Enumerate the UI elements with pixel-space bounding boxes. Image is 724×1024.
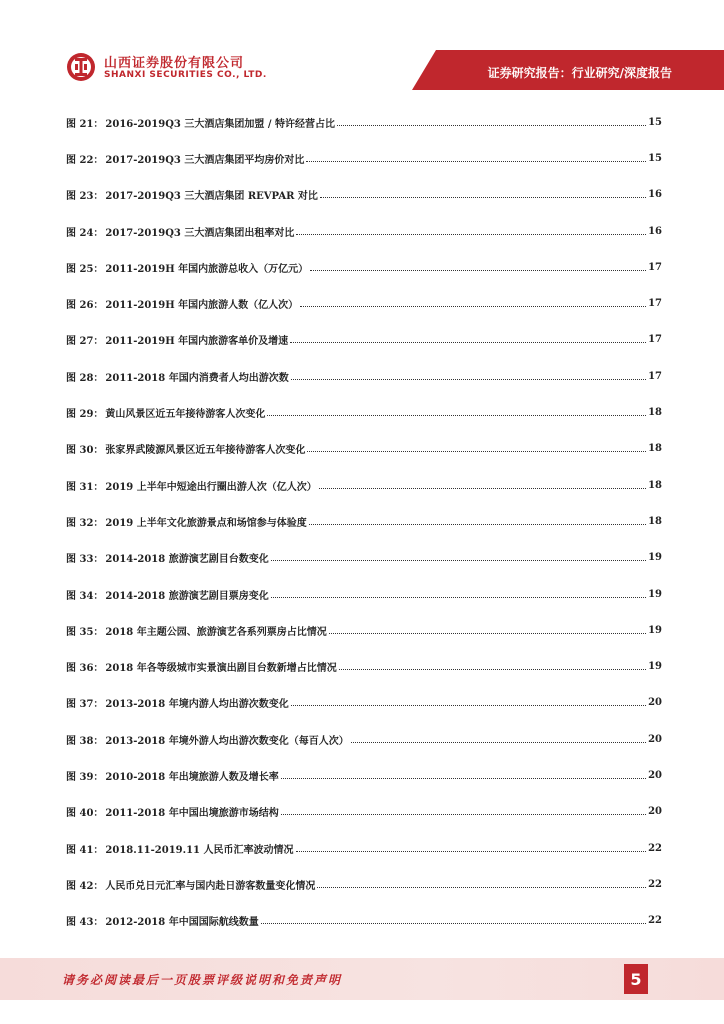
toc-page-number: 22: [648, 878, 662, 890]
toc-page-number: 18: [648, 443, 662, 455]
toc-figure-label: 图 37：: [66, 699, 104, 711]
toc-leader-dots: [320, 197, 646, 198]
toc-leader-dots: [281, 814, 646, 815]
toc-entry[interactable]: [66, 540, 662, 576]
toc-page-number: 20: [648, 769, 662, 781]
toc-page-number: 17: [648, 261, 662, 273]
toc-entry[interactable]: [66, 794, 662, 830]
toc-figure-label: 图 39：: [66, 771, 104, 783]
toc-page-number: 20: [648, 806, 662, 818]
toc-leader-dots: [317, 887, 646, 888]
toc-leader-dots: [337, 125, 646, 126]
toc-figure-label: 图 23：: [66, 191, 104, 203]
toc-leader-dots: [290, 342, 646, 343]
toc-figure-label: 图 26：: [66, 300, 104, 312]
toc-entry[interactable]: [66, 830, 662, 866]
toc-figure-title: 2016-2019Q3 三大酒店集团加盟 / 特许经营占比: [105, 118, 335, 130]
shanxi-securities-logo-icon: [66, 52, 96, 82]
toc-figure-title: 2017-2019Q3 三大酒店集团平均房价对比: [105, 154, 305, 166]
toc-figure-label: 图 28：: [66, 372, 104, 384]
brand-name-en: SHANXI SECURITIES CO., LTD.: [104, 70, 267, 80]
toc-entry[interactable]: [66, 249, 662, 285]
toc-figure-label: 图 36：: [66, 663, 104, 675]
toc-figure-title: 张家界武陵源风景区近五年接待游客人次变化: [105, 445, 306, 457]
toc-figure-title: 人民币兑日元汇率与国内赴日游客数量变化情况: [105, 880, 316, 892]
toc-entry[interactable]: [66, 685, 662, 721]
toc-figure-label: 图 30：: [66, 445, 104, 457]
toc-entry[interactable]: [66, 104, 662, 140]
toc-figure-title: 2011-2018 年中国出境旅游市场结构: [105, 808, 279, 820]
toc-figure-title: 2013-2018 年境内游人均出游次数变化: [105, 699, 289, 711]
toc-leader-dots: [306, 161, 646, 162]
toc-figure-title: 2011-2019H 年国内旅游人数（亿人次）: [105, 300, 299, 312]
toc-figure-title: 2018 年各等级城市实景演出剧目台数新增占比情况: [105, 663, 337, 675]
toc-leader-dots: [296, 234, 646, 235]
toc-page-number: 19: [648, 624, 662, 636]
toc-page-number: 20: [648, 697, 662, 709]
figure-index-list: [66, 104, 662, 939]
toc-leader-dots: [307, 451, 646, 452]
toc-leader-dots: [300, 306, 646, 307]
toc-entry[interactable]: [66, 721, 662, 757]
toc-figure-label: 图 24：: [66, 227, 104, 239]
toc-entry[interactable]: [66, 431, 662, 467]
toc-figure-label: 图 27：: [66, 336, 104, 348]
toc-figure-title: 2017-2019Q3 三大酒店集团 REVPAR 对比: [105, 191, 318, 203]
toc-leader-dots: [296, 851, 647, 852]
toc-figure-label: 图 29：: [66, 409, 104, 421]
toc-figure-label: 图 43：: [66, 917, 104, 929]
toc-entry[interactable]: [66, 612, 662, 648]
toc-figure-label: 图 40：: [66, 808, 104, 820]
toc-entry[interactable]: [66, 285, 662, 321]
header-red-band: [0, 0, 724, 98]
toc-entry[interactable]: [66, 903, 662, 939]
toc-leader-dots: [339, 669, 646, 670]
toc-entry[interactable]: [66, 503, 662, 539]
toc-entry[interactable]: [66, 322, 662, 358]
toc-entry[interactable]: [66, 757, 662, 793]
toc-page-number: 19: [648, 661, 662, 673]
toc-figure-label: 图 41：: [66, 844, 104, 856]
toc-figure-label: 图 33：: [66, 554, 104, 566]
toc-figure-title: 2011-2019H 年国内旅游总收入（万亿元）: [105, 263, 309, 275]
toc-leader-dots: [309, 524, 646, 525]
toc-entry[interactable]: [66, 140, 662, 176]
toc-figure-title: 2012-2018 年中国国际航线数量: [105, 917, 259, 929]
toc-page-number: 16: [648, 189, 662, 201]
toc-figure-title: 2010-2018 年出境旅游人数及增长率: [105, 771, 279, 783]
toc-page-number: 17: [648, 370, 662, 382]
toc-leader-dots: [261, 923, 646, 924]
page-header: [0, 0, 724, 98]
toc-figure-label: 图 34：: [66, 590, 104, 602]
toc-page-number: 22: [648, 842, 662, 854]
toc-figure-title: 2014-2018 旅游演艺剧目台数变化: [105, 554, 269, 566]
toc-figure-title: 2011-2018 年国内消费者人均出游次数: [105, 372, 289, 384]
toc-page-number: 18: [648, 515, 662, 527]
toc-figure-label: 图 25：: [66, 263, 104, 275]
toc-leader-dots: [267, 415, 646, 416]
toc-figure-title: 2011-2019H 年国内旅游客单价及增速: [105, 336, 289, 348]
toc-page-number: 18: [648, 407, 662, 419]
toc-figure-label: 图 32：: [66, 517, 104, 529]
toc-figure-label: 图 38：: [66, 735, 104, 747]
toc-page-number: 18: [648, 479, 662, 491]
toc-figure-title: 2014-2018 旅游演艺剧目票房变化: [105, 590, 269, 602]
toc-leader-dots: [271, 560, 646, 561]
toc-leader-dots: [291, 705, 646, 706]
toc-figure-title: 黄山风景区近五年接待游客人次变化: [105, 409, 266, 421]
toc-page-number: 15: [648, 152, 662, 164]
toc-page-number: 16: [648, 225, 662, 237]
toc-figure-title: 2019 上半年中短途出行圈出游人次（亿人次）: [105, 481, 317, 493]
toc-figure-label: 图 22：: [66, 154, 104, 166]
toc-leader-dots: [271, 597, 646, 598]
toc-entry[interactable]: [66, 358, 662, 394]
toc-figure-title: 2018 年主题公园、旅游演艺各系列票房占比情况: [105, 626, 327, 638]
toc-page-number: 22: [648, 915, 662, 927]
toc-figure-label: 图 21：: [66, 118, 104, 130]
toc-leader-dots: [351, 742, 646, 743]
toc-page-number: 19: [648, 588, 662, 600]
toc-figure-title: 2017-2019Q3 三大酒店集团出租率对比: [105, 227, 295, 239]
toc-figure-label: 图 35：: [66, 626, 104, 638]
toc-page-number: 15: [648, 116, 662, 128]
toc-page-number: 17: [648, 334, 662, 346]
toc-leader-dots: [281, 778, 646, 779]
toc-leader-dots: [291, 379, 646, 380]
toc-leader-dots: [329, 633, 646, 634]
toc-entry[interactable]: [66, 648, 662, 684]
page-number: 5: [624, 964, 648, 994]
toc-leader-dots: [319, 488, 646, 489]
toc-page-number: 19: [648, 552, 662, 564]
toc-leader-dots: [310, 270, 646, 271]
toc-entry[interactable]: [66, 213, 662, 249]
brand-name-cn: 山西证券股份有限公司: [104, 56, 245, 71]
footer-disclaimer: 请务必阅读最后一页股票评级说明和免责声明: [62, 973, 343, 987]
toc-figure-title: 2019 上半年文化旅游景点和场馆参与体验度: [105, 517, 307, 529]
toc-entry[interactable]: [66, 177, 662, 213]
toc-entry[interactable]: [66, 394, 662, 430]
toc-entry[interactable]: [66, 576, 662, 612]
toc-page-number: 20: [648, 733, 662, 745]
toc-entry[interactable]: [66, 467, 662, 503]
toc-figure-label: 图 31：: [66, 481, 104, 493]
toc-entry[interactable]: [66, 866, 662, 902]
report-type-label: 证券研究报告：行业研究/深度报告: [487, 66, 672, 80]
toc-figure-title: 2018.11-2019.11 人民币汇率波动情况: [105, 844, 294, 856]
toc-page-number: 17: [648, 298, 662, 310]
toc-figure-label: 图 42：: [66, 880, 104, 892]
toc-figure-title: 2013-2018 年境外游人均出游次数变化（每百人次）: [105, 735, 349, 747]
